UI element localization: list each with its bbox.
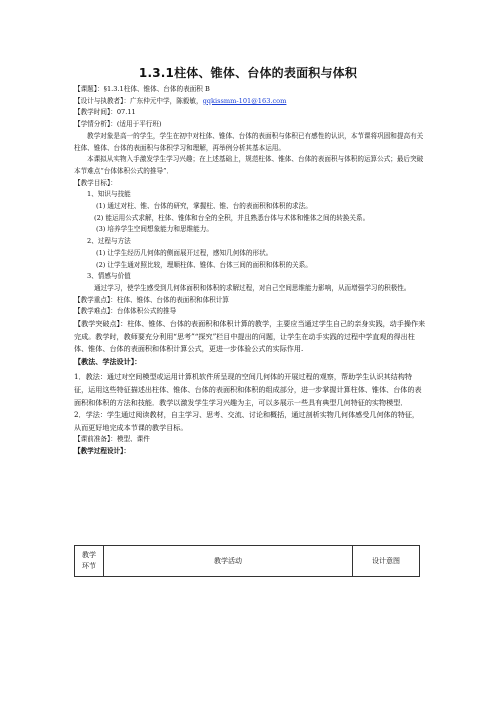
focus-value: 柱体、锥体、台体的表面积和体积计算 xyxy=(116,295,229,304)
time-line xyxy=(74,107,426,119)
analysis-paragraph-2: 本课拟从实物入手激发学生学习兴趣；在上述基础上，规范柱体、锥体、台体的表面积与体积的运算公式；最后突破本节难点“台体体积公式的推导”． xyxy=(74,155,424,175)
table-header-row xyxy=(75,546,420,577)
breakthrough-value: 柱体、锥体、台体的表面积和体积计算的教学，主要应当通过学生自己的亲身实践，动手操作来完成。教学时，教师要充分利用“思考”“探究”栏目中提出的问题，让学生在动手实践的过程中学直观的得出柱体、锥体、台体的表面积和体积计算公式，更进一步体验公式的实际作用. xyxy=(74,319,426,354)
header-design-intent: 设计意图 xyxy=(353,546,420,577)
breakthrough-paragraph xyxy=(74,318,426,356)
students-value: (适用于平行班) xyxy=(116,120,162,129)
breakthrough-label: 【教学突破点】： xyxy=(74,319,128,329)
header-stage-line-1: 教学 xyxy=(82,551,96,559)
lesson-line xyxy=(74,84,426,96)
lesson-label: 【课题】： xyxy=(74,85,104,93)
document-body xyxy=(74,84,426,458)
method-paragraph-1: 1．教法：通过对空间模型或运用计算机软件所呈现的空间几何体的开展过程的观察，帮助学生认识其结构特征，运用这些特征描述出柱体、锥体、台体的表面积和体积的组成部分，进一步掌握计算柱体、锥体、台体的表面积和体积的方法和技能．教学以激发学生学习兴趣为主，可以多展示一些具有典型几何特征的实物模型． xyxy=(74,372,422,407)
focus-label: 【教学重点】： xyxy=(74,295,117,304)
analysis-paragraph-1: 教学对象是高一的学生，学生在初中对柱体、锥体、台体的表面积与体积已有感性的认识，本节课将巩固和提高有关柱体、锥体、台体的表面积与体积学习和理解，再举例分析其基本运用。 xyxy=(74,131,424,152)
prep-value: 模型、课件 xyxy=(116,435,150,444)
prep-line xyxy=(74,434,426,446)
method-paragraph-2: 2．学法：学生通过阅读教材，自主学习、思考、交流、讨论和概括，通过剖析实物几何体感受几何体的特征，从而更好地完成本节课的教学目标。 xyxy=(74,410,420,432)
goals-heading: 【教学目标】： xyxy=(74,178,117,187)
goal3-text: 通过学习，使学生感受到几何体面积和体积的求解过程，对自己空间思维能力影响，从而增强学习的积极性。 xyxy=(94,283,411,292)
difficulty-label: 【教学难点】： xyxy=(74,307,117,316)
header-stage-line-2: 环节 xyxy=(82,562,96,570)
students-line xyxy=(74,119,426,131)
document-title: 1.3.1柱体、锥体、台体的表面积与体积 xyxy=(138,66,358,80)
designer-line xyxy=(74,96,426,108)
difficulty-line xyxy=(74,306,426,318)
designer-label: 【设计与执教者】： xyxy=(74,96,131,105)
designer-value: 广东仲元中学，陈毅敏， xyxy=(130,96,203,105)
goal2-title: 2、过程与方法 xyxy=(87,237,131,246)
prep-label: 【课前准备】： xyxy=(74,435,117,444)
goal2-item-2: (2) 让学生通对照比较，理顺柱体、锥体、台体三间的面积和体积的关系。 xyxy=(96,260,312,269)
goal1-item-2: (2) 能运用公式求解，柱体、锥体和台全的全积，并且熟悉台体与术体和锥体之间的转换关系。 xyxy=(94,213,370,222)
goal2-item-1: (1) 让学生经历几何体的侧面展开过程，感知几何体的形状。 xyxy=(96,248,273,257)
goal3-title: 3、情感与价值 xyxy=(87,272,131,281)
lesson-value: §1.3.1柱体、锥体、台体的表面积 B xyxy=(103,85,210,93)
designer-email-link[interactable]: gqkissmm-101@163.com xyxy=(202,96,287,105)
focus-line xyxy=(74,295,426,307)
teaching-process-table xyxy=(74,545,420,577)
difficulty-value: 台体体积公式的推导 xyxy=(116,307,177,316)
students-label: 【学情分析】： xyxy=(74,120,117,129)
time-value: 07.11 xyxy=(116,108,136,117)
header-teaching-activity: 教学活动 xyxy=(104,546,353,577)
method-heading: 【教法、学法设计】： xyxy=(74,356,142,366)
goal1-title: 1、知识与技能 xyxy=(87,190,131,199)
process-heading: 【教学过程设计】： xyxy=(74,447,131,456)
header-teaching-stage xyxy=(75,546,104,577)
time-label: 【教学时间】： xyxy=(74,108,117,117)
goal1-item-1: (1) 通过对柱、锥、台体的研究，掌握柱、锥、台的表面积和体积的求法。 xyxy=(96,202,312,211)
goal1-item-3: (3) 培养学生空间想象能力和思维能力。 xyxy=(96,225,213,234)
